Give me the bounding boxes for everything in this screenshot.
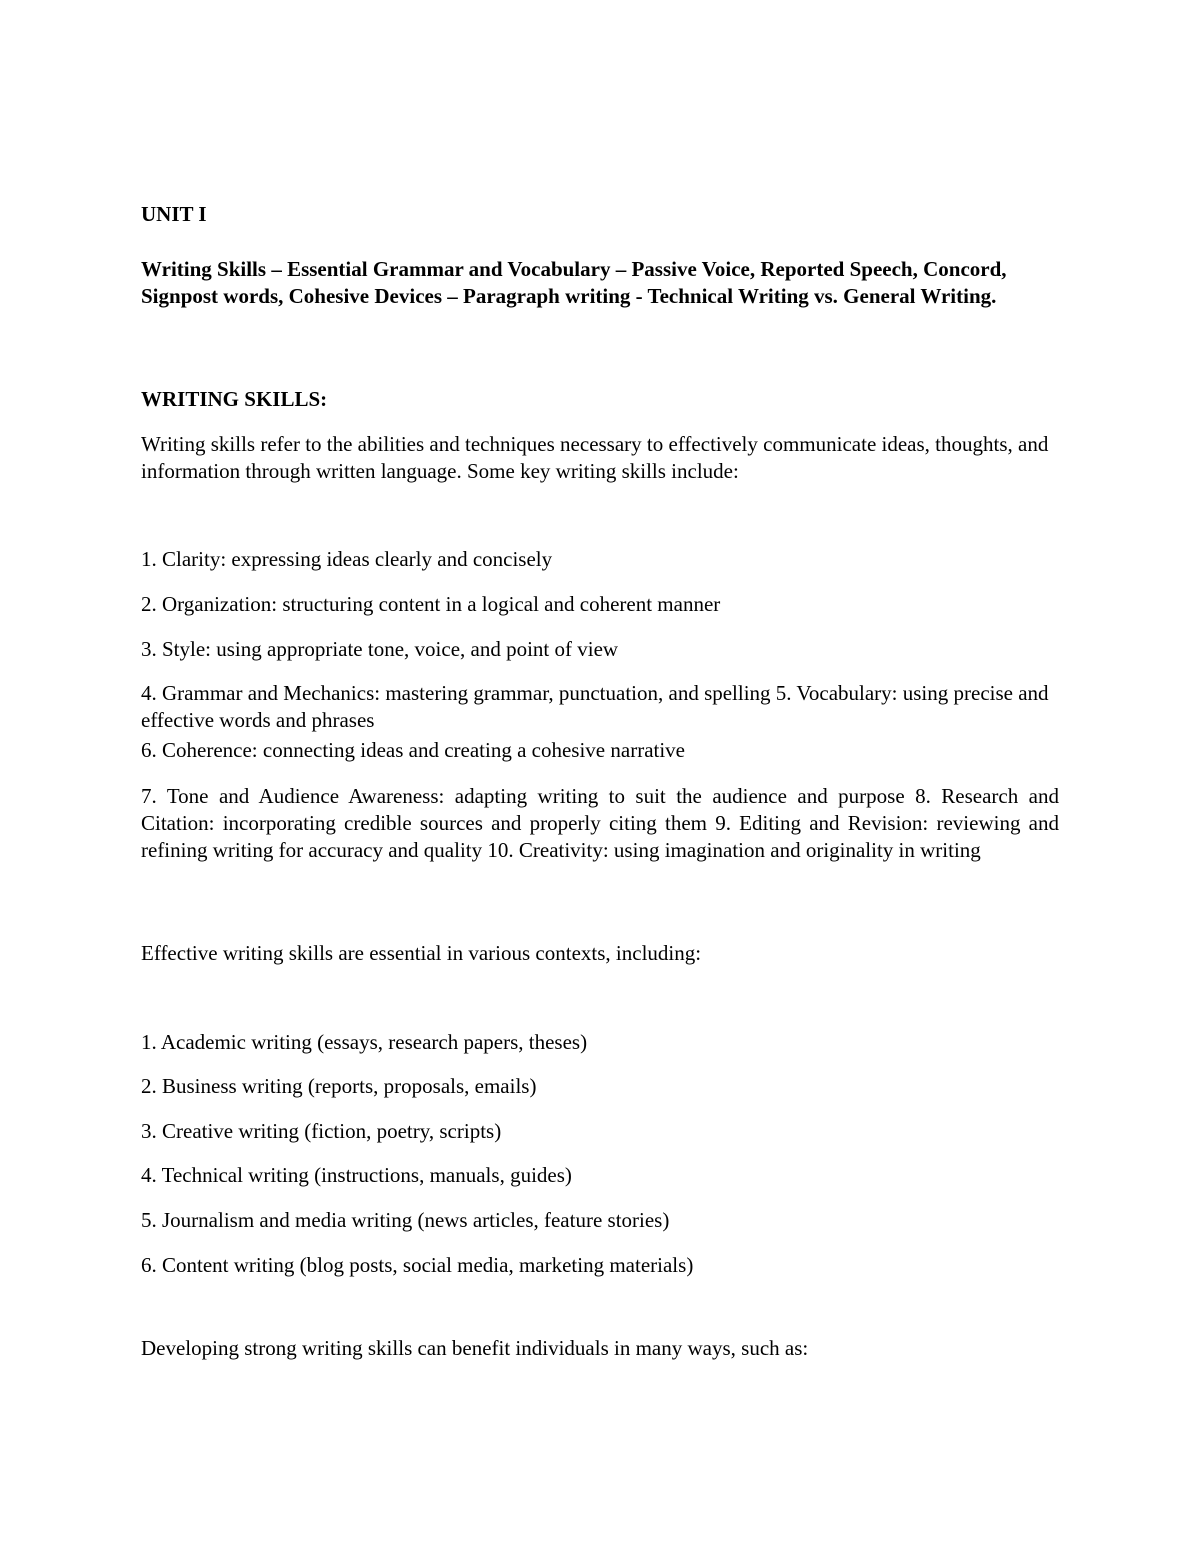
benefits-intro: Developing strong writing skills can benefit individuals in many ways, such as:: [141, 1336, 809, 1360]
skill-item-1: 1. Clarity: expressing ideas clearly and concisely: [141, 547, 553, 571]
context-item-2: 2. Business writing (reports, proposals, emails): [141, 1074, 537, 1098]
context-item-5: 5. Journalism and media writing (news articles, feature stories): [141, 1208, 670, 1232]
skill-item-6: 6. Coherence: connecting ideas and creating a cohesive narrative: [141, 738, 686, 762]
skill-item-4: 4. Grammar and Mechanics: mastering grammar, punctuation, and spelling 5. Vocabulary: using precise and effective words and phrases: [141, 681, 1049, 732]
skill-item-2: 2. Organization: structuring content in a logical and coherent manner: [141, 592, 721, 616]
unit-title: UNIT I: [141, 202, 207, 226]
section-heading: WRITING SKILLS:: [141, 387, 328, 411]
syllabus-topics: Writing Skills – Essential Grammar and Vocabulary – Passive Voice, Reported Speech, Concord, Signpost words, Cohesive Devices – Paragraph writing - Technical Writing vs. General Writing.: [141, 257, 1007, 308]
context-item-6: 6. Content writing (blog posts, social media, marketing materials): [141, 1253, 694, 1277]
skill-item-3: 3. Style: using appropriate tone, voice, and point of view: [141, 637, 619, 661]
context-item-1: 1. Academic writing (essays, research papers, theses): [141, 1030, 588, 1054]
skill-item-7: 7. Tone and Audience Awareness: adapting writing to suit the audience and purpose 8. Research and Citation: incorporating credible sources and properly citing them 9. Editing and Revision: reviewing and refining writing for accuracy and quality 10. Creativity: using imagination and originality in writing: [141, 784, 1059, 862]
context-item-4: 4. Technical writing (instructions, manuals, guides): [141, 1163, 572, 1187]
contexts-intro: Effective writing skills are essential in various contexts, including:: [141, 941, 702, 965]
context-item-3: 3. Creative writing (fiction, poetry, scripts): [141, 1119, 502, 1143]
intro-paragraph: Writing skills refer to the abilities and techniques necessary to effectively communicate ideas, thoughts, and information through written language. Some key writing skills include:: [141, 432, 1049, 483]
